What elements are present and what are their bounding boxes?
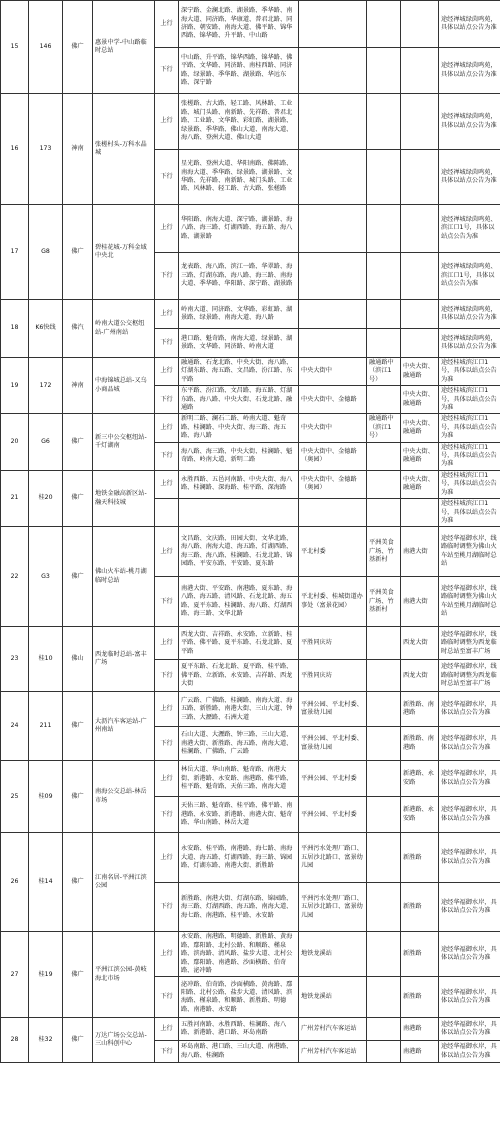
route-up: 文昌路、文庆路、田园大街、文华北路、海八路、南海大道、海五路、灯湖西路、海三路、海八路、桂澜路、石龙北路、锦园路、平安东路、平安路、夏东路: [179, 527, 299, 577]
stop-c-up: 中央大街、融通路: [401, 358, 439, 386]
stop-a-up: 平洲公园、平北村委、富景幼儿园: [299, 692, 367, 727]
line-number: 桂32: [29, 1018, 63, 1063]
stop-a-down: 平洲公园、平北村委: [299, 797, 367, 833]
row-number: 28: [1, 1018, 29, 1063]
terminus: 惠景中学-中山路临时总站: [93, 1, 155, 94]
terminus: 中海锦城总站-又乌小商品城: [93, 358, 155, 414]
stop-c-down: 新胜路: [401, 883, 439, 932]
stop-c-down: 中央大街、融通路: [401, 386, 439, 414]
direction-up: 上行: [155, 833, 179, 883]
stop-a-down: 平胜同庆坊: [299, 660, 367, 692]
route-up: 融通路、石龙北路、中央大街、海八路、灯湖东路、海五路、文昌路、汾江路、东平路: [179, 358, 299, 386]
stop-a-up: [299, 1, 367, 48]
company: 佛广: [63, 833, 93, 932]
route-down: 泌冲路、伯奇路、沙面横路、黄海路、鄢阳路、北村公路、盐步大道、清风路、滨海路、槿泉路、和顺路、新胜路、明德路、南港路、永安路: [179, 977, 299, 1018]
route-up: 岭南大道、同济路、文华路、彩虹路、湖景路、绿景路、南海大道、海八路: [179, 300, 299, 329]
note-up: 途经华福御水岸，线路临时调整为西龙临时总站至富丰广场: [439, 627, 500, 660]
route-down: 夏平东路、石龙北路、夏平路、桂平路、佛平路、立新路、永安路、吉祥路、西龙大街: [179, 660, 299, 692]
table-row: [1, 300, 500, 329]
note-down: 途经桂城滨江口1号，具体以站点公告为准: [439, 386, 500, 414]
direction-up: 上行: [155, 761, 179, 797]
stop-b-down: 平洲美食广场、竹基新村: [367, 577, 401, 627]
note-down: 途经华福御水岸，线路临时调整为佛山火车站至桃月湖临时总站: [439, 577, 500, 627]
stop-a-up: 中央大街中: [299, 414, 367, 442]
note-down: 途经桂城滨江口1号，具体以站点公告为准: [439, 499, 500, 527]
note-up: 途经禅城绿茵鸣苑、滨江口1号，具体以站点公告为准: [439, 205, 500, 253]
stop-c-up: 中央大街、融通路: [401, 414, 439, 442]
stop-c-up: 南港路: [401, 1018, 439, 1041]
note-up: 途经华福御水岸，线路临时调整为佛山火车站至桃月湖临时总站: [439, 527, 500, 577]
stop-c-down: [401, 150, 439, 205]
row-number: 24: [1, 692, 29, 761]
terminus: 大沥汽车客运站-广州南站: [93, 692, 155, 761]
stop-a-down: [299, 329, 367, 358]
direction-down: 下行: [155, 883, 179, 932]
stop-a-down: 平北村委、桂城街道办事处（富景花园）: [299, 577, 367, 627]
line-number: 211: [29, 692, 63, 761]
route-up: 西龙大街、吉祥路、永安路、立新路、桂平路、佛平路、夏平东路、石龙北路、夏平路: [179, 627, 299, 660]
direction-up: 上行: [155, 358, 179, 386]
row-number: 19: [1, 358, 29, 414]
stop-c-up: 西龙大街: [401, 627, 439, 660]
terminus: 佛山火车站-桃月湖临时总站: [93, 527, 155, 627]
line-number: 173: [29, 94, 63, 205]
line-number: K6快线: [29, 300, 63, 358]
stop-c-down: 新港路、永安路: [401, 797, 439, 833]
stop-c-up: 南港大街: [401, 527, 439, 577]
stop-b-up: [367, 1, 401, 48]
line-number: 桂09: [29, 761, 63, 833]
stop-b-up: 融通路中（滨江1号）: [367, 358, 401, 386]
note-down: 途经禅城绿茵鸣苑，具体以站点公告为准: [439, 48, 500, 94]
stop-b-down: [367, 442, 401, 470]
table-row: [1, 527, 500, 577]
stop-a-up: 中央大街中、金德路（奥园）: [299, 470, 367, 498]
stop-a-down: 中央大街中、金德路: [299, 386, 367, 414]
table-row: [1, 1018, 500, 1041]
stop-c-down: 新胜路、南港路: [401, 727, 439, 761]
note-down: 途经华福御水岸，具体以站点公告为准: [439, 977, 500, 1018]
line-number: 桂14: [29, 833, 63, 932]
stop-b-down: [367, 48, 401, 94]
route-down: [179, 499, 299, 527]
route-up: 华阳路、南海大道、深宁路、湖景路、海八路、海三路、灯湖西路、海五路、海八路、湖景路: [179, 205, 299, 253]
table-row: [1, 205, 500, 253]
company: 神南: [63, 358, 93, 414]
stop-c-down: 中央大街、融通路: [401, 442, 439, 470]
note-down: 途经禅城绿茵鸣苑、滨江口1号，具体以站点公告为准: [439, 253, 500, 300]
direction-up: 上行: [155, 94, 179, 150]
route-down: 天佑三路、魁奇路、桂平路、佛平路、南港路、永安路、新港路、南港大街、魁奇路、华山南路、林岳大道: [179, 797, 299, 833]
route-down: 石山大道、大瀝路、钟三路、三山大道、南港大街、新胜路、海五路、南海大道、桂澜路、广佛路、广云路: [179, 727, 299, 761]
line-number: 146: [29, 1, 63, 94]
note-up: 途经华福御水岸，具体以站点公告为准: [439, 833, 500, 883]
company: 佛广: [63, 761, 93, 833]
note-up: 途经华福御水岸，具体以站点公告为准: [439, 692, 500, 727]
stop-a-up: 平北村委: [299, 527, 367, 577]
stop-b-up: [367, 692, 401, 727]
terminus: 张槎村头-万科水晶城: [93, 94, 155, 205]
note-up: 途经华福御水岸，具体以站点公告为准: [439, 761, 500, 797]
note-up: 途经桂城滨江口1号，具体以站点公告为准: [439, 414, 500, 442]
direction-up: 上行: [155, 932, 179, 977]
note-up: 途经桂城滨江口1号，具体以站点公告为准: [439, 358, 500, 386]
stop-a-down: [299, 48, 367, 94]
stop-a-up: [299, 94, 367, 150]
route-up: 永安路、桂平路、南港路、海七路、南海大道、海五路、灯湖西路、海三路、锦园路、灯湖东路、南港大街、新胜路: [179, 833, 299, 883]
stop-c-up: [401, 300, 439, 329]
note-up: 途经禅城绿茵鸣苑，具体以站点公告为准: [439, 1, 500, 48]
stop-b-down: [367, 499, 401, 527]
table-row: [1, 833, 500, 883]
stop-a-up: 中央大街中: [299, 358, 367, 386]
terminus: 碧桂花城-万科金域中央北: [93, 205, 155, 300]
company: 佛汽: [63, 300, 93, 358]
stop-a-down: [299, 150, 367, 205]
direction-down: [155, 499, 179, 527]
company: 佛广: [63, 932, 93, 1018]
company: 佛山: [63, 627, 93, 692]
note-down: 途经华福御水岸，具体以站点公告为准: [439, 883, 500, 932]
route-down: 中山路、升平路、锦华西路、锦华路、佛平路、文华路、同济路、南桂西路、同济路、绿景路、季华路、湖景路、华远东路、深宁路: [179, 48, 299, 94]
terminus: 地铁金融高新区站-瀚天科技城: [93, 470, 155, 526]
stop-c-up: 中央大街、融通路: [401, 470, 439, 498]
terminus: 南海公交总站-林岳市场: [93, 761, 155, 833]
note-down: 途经禅城绿茵鸣苑，具体以站点公告为准: [439, 329, 500, 358]
stop-a-down: 平洲公园、平北村委、富景幼儿园: [299, 727, 367, 761]
stop-a-down: 平洲污水处理厂路口、五居沙北路口、富景幼儿园: [299, 883, 367, 932]
direction-down: 下行: [155, 442, 179, 470]
company: 佛广: [63, 414, 93, 470]
direction-down: 下行: [155, 48, 179, 94]
direction-up: 上行: [155, 205, 179, 253]
stop-a-down: 广州芳村汽车客运站: [299, 1041, 367, 1063]
direction-down: 下行: [155, 1041, 179, 1063]
row-number: 26: [1, 833, 29, 932]
stop-a-up: [299, 205, 367, 253]
stop-b-down: [367, 386, 401, 414]
direction-up: 上行: [155, 470, 179, 498]
stop-a-up: 平洲公园、平北村委: [299, 761, 367, 797]
terminus: 平洲江滨公园-黄岐海北市场: [93, 932, 155, 1018]
line-number: 桂10: [29, 627, 63, 692]
terminus: 岭南大道公交枢纽站-广州南站: [93, 300, 155, 358]
direction-up: 上行: [155, 692, 179, 727]
stop-b-down: [367, 660, 401, 692]
note-down: 途经禅城绿茵鸣苑，具体以站点公告为准: [439, 150, 500, 205]
company: 佛广: [63, 1, 93, 94]
company: 佛广: [63, 692, 93, 761]
direction-down: 下行: [155, 329, 179, 358]
route-up: 永安路、南港路、明德路、新胜路、黄海路、鄢阳路、北村公路、和顺路、槿泉路、滨海路、清风路、盐步大道、北村公路、鄢阳路、南港路、沙面横路、伯奇路、泌冲路: [179, 932, 299, 977]
note-up: 途经禅城绿茵鸣苑，具体以站点公告为准: [439, 94, 500, 150]
route-down: 海八路、海三路、中央大街、桂澜路、魁奇路、岭南大道、新明二路: [179, 442, 299, 470]
route-up: 五胜河南路、永胜西路、桂澜路、海八路、新港路、港口路、环岛南路: [179, 1018, 299, 1041]
direction-down: 下行: [155, 660, 179, 692]
direction-down: 下行: [155, 386, 179, 414]
stop-c-up: 新胜路: [401, 833, 439, 883]
stop-a-up: 广州芳村汽车客运站: [299, 1018, 367, 1041]
table-row: [1, 932, 500, 977]
stop-b-down: [367, 150, 401, 205]
stop-c-down: 南港路: [401, 1041, 439, 1063]
row-number: 25: [1, 761, 29, 833]
note-up: 途经禅城绿茵鸣苑，具体以站点公告为准: [439, 300, 500, 329]
table-body: [1, 1, 500, 1063]
stop-b-up: [367, 833, 401, 883]
stop-a-up: [299, 300, 367, 329]
direction-down: 下行: [155, 150, 179, 205]
terminus: 西龙临时总站-富丰广场: [93, 627, 155, 692]
direction-down: 下行: [155, 727, 179, 761]
stop-c-down: 新胜路: [401, 977, 439, 1018]
route-down: 东平路、汾江路、文昌路、海五路、灯湖东路、海八路、中央大街、石龙北路、融通路: [179, 386, 299, 414]
terminus: 新三中公交枢纽站-千灯湖南: [93, 414, 155, 470]
stop-c-up: [401, 1, 439, 48]
line-number: 桂20: [29, 470, 63, 526]
terminus: 江南名居-平洲江滨公园: [93, 833, 155, 932]
table-row: [1, 627, 500, 660]
stop-b-up: 平洲美食广场、竹基新村: [367, 527, 401, 577]
direction-up: 上行: [155, 527, 179, 577]
route-up: 广云路、广佛路、桂澜路、南海大道、海五路、新胜路、南港大街、三山大道、钟三路、大瀝路、石洲大道: [179, 692, 299, 727]
table-row: [1, 358, 500, 386]
route-up: 永胜西路、五邑河南路、中央大街、海八路、桂澜路、深海路、桂平路、深海路: [179, 470, 299, 498]
stop-a-down: 中央大街中、金德路（奥园）: [299, 442, 367, 470]
stop-c-down: [401, 499, 439, 527]
stop-b-up: [367, 94, 401, 150]
route-up: 新明二路、澜石二路、岭南大道、魁奇路、桂澜路、中央大街、海三路、海五路、海八路: [179, 414, 299, 442]
row-number: 17: [1, 205, 29, 300]
stop-a-down: [299, 499, 367, 527]
row-number: 18: [1, 300, 29, 358]
stop-b-up: [367, 627, 401, 660]
line-number: 172: [29, 358, 63, 414]
table-row: [1, 1, 500, 48]
route-down: 南港大街、平安路、南港路、夏东路、海八路、海五路、清风路、石龙北路、海五路、夏平东路、桂澜路、海八路、灯湖西路、海三路、文华北路: [179, 577, 299, 627]
stop-c-down: 西龙大街: [401, 660, 439, 692]
stop-a-up: 平胜同庆坊: [299, 627, 367, 660]
company: 佛广: [63, 470, 93, 526]
stop-c-down: [401, 253, 439, 300]
stop-a-up: 地铁龙溪站: [299, 932, 367, 977]
route-up: 深宁路、金澜北路、湖景路、季华路、南海大道、同济路、华康道、普君北路、同济路、朝安路、南海大道、佛平路、锦华西路、锦华路、升平路、中山路: [179, 1, 299, 48]
stop-b-up: [367, 300, 401, 329]
stop-b-up: [367, 1018, 401, 1041]
direction-up: 上行: [155, 414, 179, 442]
terminus: 万达广场公交总站-三山科创中心: [93, 1018, 155, 1063]
direction-up: 上行: [155, 1, 179, 48]
table-row: [1, 94, 500, 150]
note-down: 途经华福御水岸，具体以站点公告为准: [439, 797, 500, 833]
stop-c-down: [401, 48, 439, 94]
note-down: 途经华福御水岸，线路临时调整为西龙临时总站至富丰广场: [439, 660, 500, 692]
note-down: 途经桂城滨江口1号，具体以站点公告为准: [439, 442, 500, 470]
stop-b-up: [367, 932, 401, 977]
row-number: 21: [1, 470, 29, 526]
stop-c-up: 新胜路: [401, 932, 439, 977]
stop-c-up: [401, 205, 439, 253]
stop-b-up: 融通路中（滨江1号）: [367, 414, 401, 442]
company: 佛广: [63, 1018, 93, 1063]
stop-b-down: [367, 977, 401, 1018]
stop-b-down: [367, 329, 401, 358]
table-row: [1, 692, 500, 727]
stop-c-up: 新胜路、南港路: [401, 692, 439, 727]
stop-b-down: [367, 797, 401, 833]
row-number: 22: [1, 527, 29, 627]
direction-down: 下行: [155, 253, 179, 300]
note-down: 途经华福御水岸，具体以站点公告为准: [439, 727, 500, 761]
row-number: 20: [1, 414, 29, 470]
note-up: 途经华福御水岸，具体以站点公告为准: [439, 932, 500, 977]
row-number: 16: [1, 94, 29, 205]
stop-b-down: [367, 253, 401, 300]
table-row: [1, 470, 500, 498]
row-number: 23: [1, 627, 29, 692]
stop-c-up: [401, 94, 439, 150]
stop-c-down: 南港大街: [401, 577, 439, 627]
route-up: 林岳大道、华山南路、魁奇路、南港大街、新港路、永安路、南港路、佛平路、桂平路、魁奇路、天佑三路、南海大道: [179, 761, 299, 797]
note-up: 途经华福御水岸，具体以站点公告为准: [439, 1018, 500, 1041]
line-number: G3: [29, 527, 63, 627]
direction-down: 下行: [155, 977, 179, 1018]
stop-a-down: 地铁龙溪站: [299, 977, 367, 1018]
route-down: 龙表路、海八路、滨江一路、华翠路、海三路、灯湖东路、海八路、海三路、南海大道、季华路、华阳路、深宁路、湖景路: [179, 253, 299, 300]
direction-down: 下行: [155, 577, 179, 627]
stop-b-down: [367, 727, 401, 761]
stop-b-up: [367, 470, 401, 498]
route-down: 星光路、登洲大道、华阳南路、佛陈路、南海大道、季华路、绿景路、湖景路、文华路、先祥路、南新路、城门头路、工业路、风林路、轻工路、古大路、张槎路: [179, 150, 299, 205]
direction-up: 上行: [155, 300, 179, 329]
row-number: 27: [1, 932, 29, 1018]
stop-b-down: [367, 883, 401, 932]
company: 佛广: [63, 527, 93, 627]
stop-c-down: [401, 329, 439, 358]
table-row: [1, 761, 500, 797]
line-number: G6: [29, 414, 63, 470]
stop-b-down: [367, 1041, 401, 1063]
route-up: 张槎路、古大路、轻工路、风林路、工业路、城门头路、南新路、先祥路、普君北路、工业路、文华路、彩虹路、湖景路、绿景路、季华路、佛山大道、南海大道、海八路、登洲大道、佛山大道: [179, 94, 299, 150]
line-number: 桂19: [29, 932, 63, 1018]
stop-a-up: 平洲污水处理厂路口、五居沙北路口、富景幼儿园: [299, 833, 367, 883]
route-down: 港口路、魁奇路、南海大道、绿景路、湖景路、文华路、同济路、岭南大道: [179, 329, 299, 358]
stop-b-up: [367, 205, 401, 253]
note-up: 途经桂城滨江口1号，具体以站点公告为准: [439, 470, 500, 498]
line-number: G8: [29, 205, 63, 300]
direction-up: 上行: [155, 627, 179, 660]
company: 佛广: [63, 205, 93, 300]
stop-c-up: 新港路、永安路: [401, 761, 439, 797]
company: 神南: [63, 94, 93, 205]
route-down: 环岛南路、港口路、三山大道、南港路、海八路、桂澜路: [179, 1041, 299, 1063]
stop-a-down: [299, 253, 367, 300]
stop-b-up: [367, 761, 401, 797]
note-down: 途经华福御水岸，具体以站点公告为准: [439, 1041, 500, 1063]
direction-up: 上行: [155, 1018, 179, 1041]
direction-down: 下行: [155, 797, 179, 833]
table-row: [1, 414, 500, 442]
route-down: 新胜路、南港大街、灯湖东路、锦园路、海三路、灯湖西路、海五路、南海大道、海七路、南港路、桂平路、永安路: [179, 883, 299, 932]
row-number: 15: [1, 1, 29, 94]
